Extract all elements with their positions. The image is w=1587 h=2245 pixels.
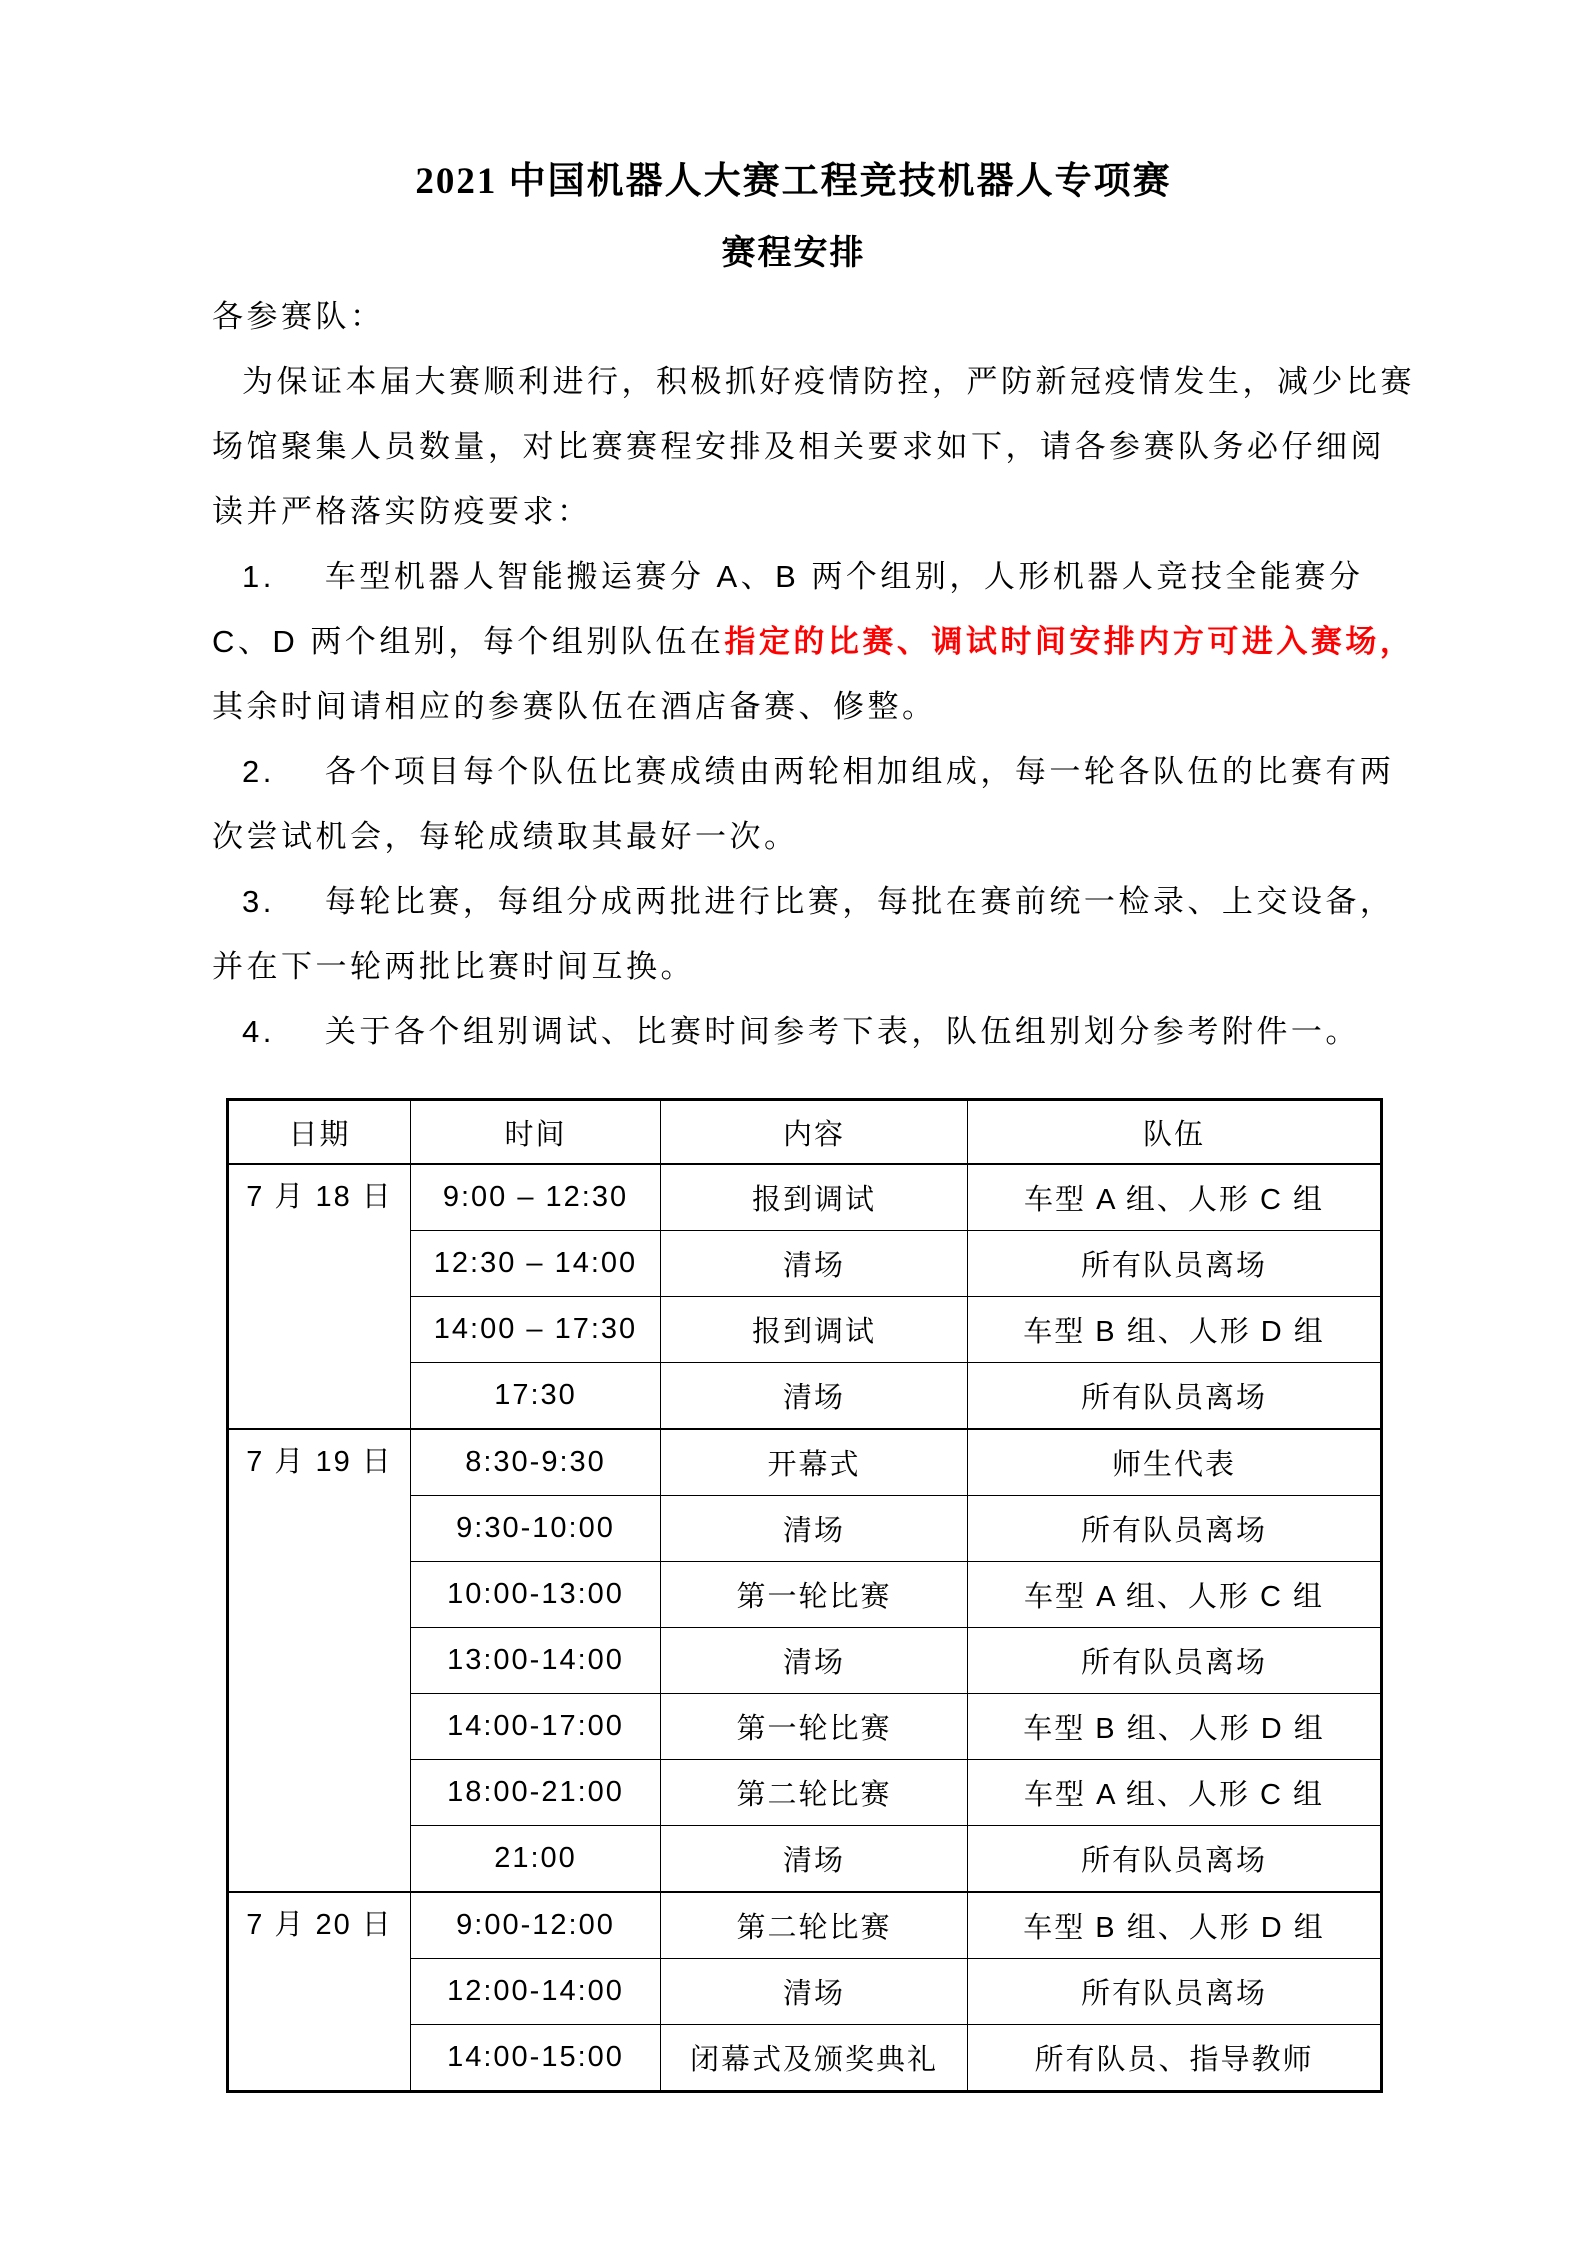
content-cell: 第一轮比赛 — [661, 1562, 968, 1628]
time-cell: 17:30 — [411, 1363, 661, 1430]
content-cell: 第一轮比赛 — [661, 1694, 968, 1760]
content-cell: 清场 — [661, 1826, 968, 1893]
time-cell: 8:30-9:30 — [411, 1429, 661, 1496]
team-cell: 车型 A 组、人形 C 组 — [968, 1760, 1382, 1826]
time-cell: 14:00-17:00 — [411, 1694, 661, 1760]
document-body — [0, 284, 1587, 1064]
team-cell: 车型 A 组、人形 C 组 — [968, 1562, 1382, 1628]
schedule-table — [226, 1098, 1383, 2093]
item-text: 关于各个组别调试、比赛时间参考下表，队伍组别划分参考附件一。 — [324, 1014, 1360, 1049]
item-text: 车型机器人智能搬运赛分 A、B 两个组别，人形机器人竞技全能赛分 C、D 两个组别，每个组别队伍在 — [212, 559, 1364, 659]
team-cell: 车型 B 组、人形 D 组 — [968, 1694, 1382, 1760]
team-cell: 所有队员离场 — [968, 1496, 1382, 1562]
list-item-4 — [212, 999, 1417, 1064]
content-cell: 清场 — [661, 1628, 968, 1694]
highlighted-text: 指定的比赛、调试时间安排内方可进入赛场， — [724, 624, 1415, 659]
list-item-1 — [212, 544, 1417, 739]
item-text: 各个项目每个队伍比赛成绩由两轮相加组成，每一轮各队伍的比赛有两次尝试机会，每轮成绩取其最好一次。 — [212, 754, 1395, 854]
time-cell: 13:00-14:00 — [411, 1628, 661, 1694]
team-cell: 所有队员离场 — [968, 1231, 1382, 1297]
content-cell: 第二轮比赛 — [661, 1760, 968, 1826]
table-row — [228, 1429, 1382, 1496]
time-cell: 10:00-13:00 — [411, 1562, 661, 1628]
document-subtitle: 赛程安排 — [721, 235, 866, 272]
time-cell: 14:00 – 17:30 — [411, 1297, 661, 1363]
table-header-row — [228, 1100, 1382, 1165]
item-number: 2. — [242, 754, 275, 789]
document-title: 2021 中国机器人大赛工程竞技机器人专项赛 — [415, 161, 1172, 202]
intro-paragraph: 为保证本届大赛顺利进行，积极抓好疫情防控，严防新冠疫情发生，减少比赛场馆聚集人员数量，对比赛赛程安排及相关要求如下，请各参赛队务必仔细阅读并严格落实防疫要求： — [212, 364, 1415, 529]
team-cell: 车型 B 组、人形 D 组 — [968, 1892, 1382, 1959]
item-text: 每轮比赛，每组分成两批进行比赛，每批在赛前统一检录、上交设备，并在下一轮两批比赛时间互换。 — [212, 884, 1395, 984]
time-cell: 21:00 — [411, 1826, 661, 1893]
time-cell: 14:00-15:00 — [411, 2025, 661, 2092]
content-cell: 清场 — [661, 1959, 968, 2025]
time-cell: 12:00-14:00 — [411, 1959, 661, 2025]
content-cell: 清场 — [661, 1231, 968, 1297]
header-team: 队伍 — [968, 1100, 1382, 1165]
team-cell: 所有队员离场 — [968, 1628, 1382, 1694]
item-number: 1. — [242, 559, 275, 594]
item-text: 其余时间请相应的参赛队伍在酒店备赛、修整。 — [212, 689, 937, 724]
time-cell: 9:00 – 12:30 — [411, 1164, 661, 1231]
item-number: 3. — [242, 884, 275, 919]
item-number: 4. — [242, 1014, 275, 1049]
content-cell: 闭幕式及颁奖典礼 — [661, 2025, 968, 2092]
team-cell: 所有队员、指导教师 — [968, 2025, 1382, 2092]
header-date: 日期 — [228, 1100, 411, 1165]
time-cell: 18:00-21:00 — [411, 1760, 661, 1826]
team-cell: 所有队员离场 — [968, 1363, 1382, 1430]
salutation: 各参赛队： — [212, 299, 385, 334]
date-cell: 7 月 18 日 — [228, 1164, 411, 1429]
list-item-3 — [212, 869, 1417, 999]
content-cell: 清场 — [661, 1496, 968, 1562]
content-cell: 报到调试 — [661, 1297, 968, 1363]
content-cell: 清场 — [661, 1363, 968, 1430]
team-cell: 车型 B 组、人形 D 组 — [968, 1297, 1382, 1363]
content-cell: 第二轮比赛 — [661, 1892, 968, 1959]
table-row — [228, 1164, 1382, 1231]
content-cell: 报到调试 — [661, 1164, 968, 1231]
team-cell: 车型 A 组、人形 C 组 — [968, 1164, 1382, 1231]
team-cell: 所有队员离场 — [968, 1826, 1382, 1893]
time-cell: 12:30 – 14:00 — [411, 1231, 661, 1297]
list-item-2 — [212, 739, 1417, 869]
content-cell: 开幕式 — [661, 1429, 968, 1496]
team-cell: 师生代表 — [968, 1429, 1382, 1496]
header-content: 内容 — [661, 1100, 968, 1165]
time-cell: 9:00-12:00 — [411, 1892, 661, 1959]
team-cell: 所有队员离场 — [968, 1959, 1382, 2025]
date-cell: 7 月 19 日 — [228, 1429, 411, 1892]
time-cell: 9:30-10:00 — [411, 1496, 661, 1562]
header-time: 时间 — [411, 1100, 661, 1165]
date-cell: 7 月 20 日 — [228, 1892, 411, 2092]
table-row — [228, 1892, 1382, 1959]
